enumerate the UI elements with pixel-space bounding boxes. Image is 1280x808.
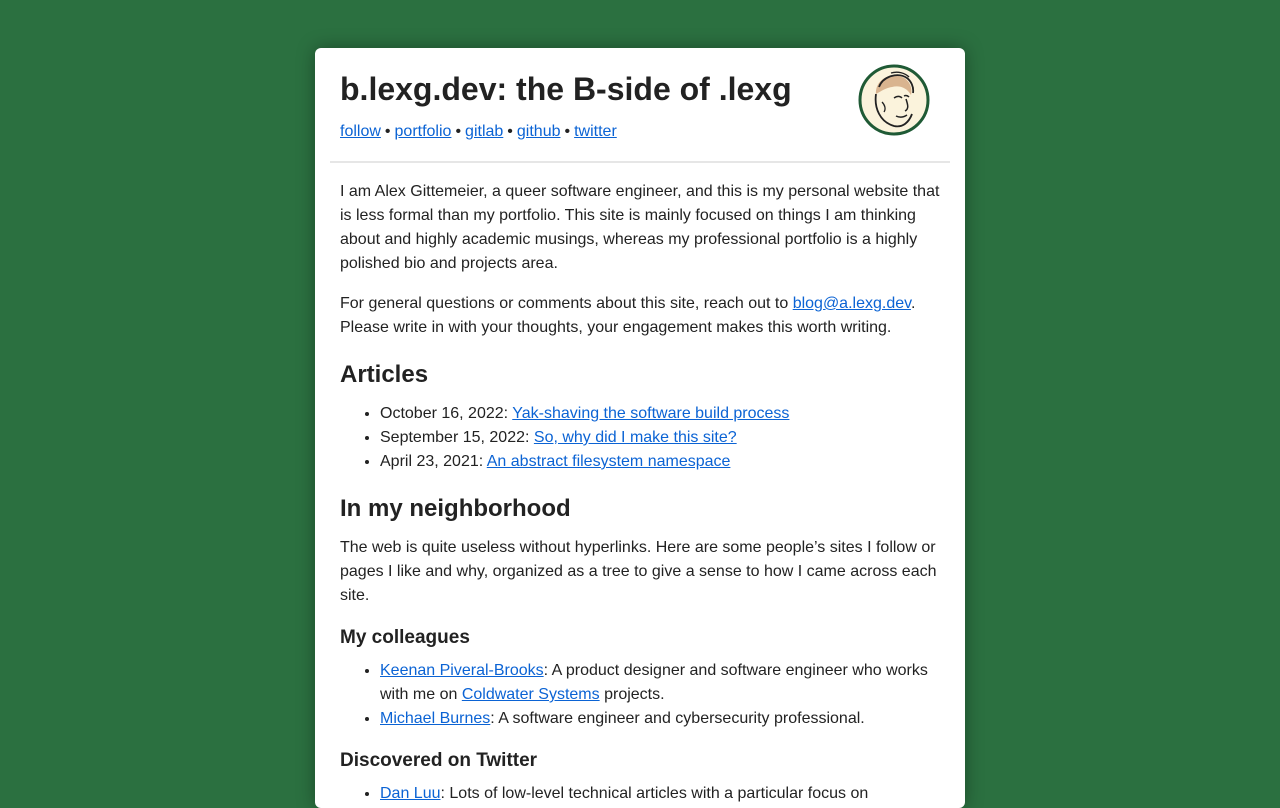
avatar bbox=[858, 64, 930, 136]
nav-separator: • bbox=[384, 123, 391, 140]
colleagues-list bbox=[340, 659, 940, 731]
colleague-item bbox=[380, 659, 940, 707]
coldwater-systems-link[interactable]: Coldwater Systems bbox=[461, 686, 600, 703]
email-link[interactable]: blog@a.lexg.dev bbox=[792, 295, 911, 312]
main-content bbox=[315, 163, 965, 806]
colleagues-heading: My colleagues bbox=[340, 627, 470, 648]
contact-paragraph bbox=[340, 292, 940, 340]
articles-list bbox=[340, 402, 940, 474]
twitter-heading: Discovered on Twitter bbox=[340, 750, 538, 771]
keenan-description: : A product designer and software engineer who works with me on bbox=[380, 662, 928, 703]
nav-separator: • bbox=[455, 123, 462, 140]
keenan-description-end: projects. bbox=[599, 686, 665, 703]
nav-twitter-link[interactable]: twitter bbox=[574, 123, 617, 140]
nav-follow-link[interactable]: follow bbox=[340, 123, 381, 140]
page-card bbox=[315, 48, 965, 808]
dan-luu-link[interactable]: Dan Luu bbox=[380, 785, 441, 802]
site-title: b.lexg.dev: the B-side of .lexg bbox=[340, 71, 792, 107]
michael-link[interactable]: Michael Burnes bbox=[380, 710, 491, 727]
neighborhood-heading: In my neighborhood bbox=[340, 495, 571, 522]
contact-text-end: . Please write in with your thoughts, your engagement makes this worth writing. bbox=[340, 295, 916, 336]
nav-separator: • bbox=[507, 123, 513, 140]
article-date: September 15, 2022: bbox=[380, 429, 530, 446]
twitter-list bbox=[340, 782, 940, 806]
twitter-item bbox=[380, 782, 940, 806]
nav-gitlab-link[interactable]: gitlab bbox=[465, 123, 504, 140]
colleague-item bbox=[380, 707, 940, 731]
article-link[interactable]: So, why did I make this site? bbox=[533, 429, 737, 446]
nav-separator: • bbox=[564, 123, 571, 140]
keenan-link[interactable]: Keenan Piveral-Brooks bbox=[380, 662, 544, 679]
contact-text: For general questions or comments about this site, reach out to bbox=[340, 295, 793, 312]
article-item bbox=[380, 402, 940, 426]
site-nav bbox=[340, 122, 940, 142]
articles-heading: Articles bbox=[340, 361, 429, 388]
neighborhood-intro: The web is quite useless without hyperlinks. Here are some people’s sites I follow or pages I like and why, organized as a tree to give a sense to how I came across each site. bbox=[340, 539, 937, 604]
article-item bbox=[380, 450, 940, 474]
michael-description: : A software engineer and cybersecurity professional. bbox=[490, 710, 865, 727]
site-header bbox=[330, 48, 950, 163]
intro-paragraph: I am Alex Gittemeier, a queer software engineer, and this is my personal website that is less formal than my portfolio. This site is mainly focused on things I am thinking about and highly academic musings, whereas my professional portfolio is a highly polished bio and projects area. bbox=[340, 183, 940, 272]
article-link[interactable]: An abstract filesystem namespace bbox=[486, 453, 731, 470]
article-link[interactable]: Yak-shaving the software build process bbox=[512, 405, 790, 422]
article-date: October 16, 2022: bbox=[380, 405, 509, 422]
nav-github-link[interactable]: github bbox=[516, 123, 561, 140]
nav-portfolio-link[interactable]: portfolio bbox=[394, 123, 452, 140]
article-item bbox=[380, 426, 940, 450]
dan-luu-description: : Lots of low-level technical articles with a particular focus on bbox=[440, 785, 869, 802]
article-date: April 23, 2021: bbox=[380, 453, 484, 470]
